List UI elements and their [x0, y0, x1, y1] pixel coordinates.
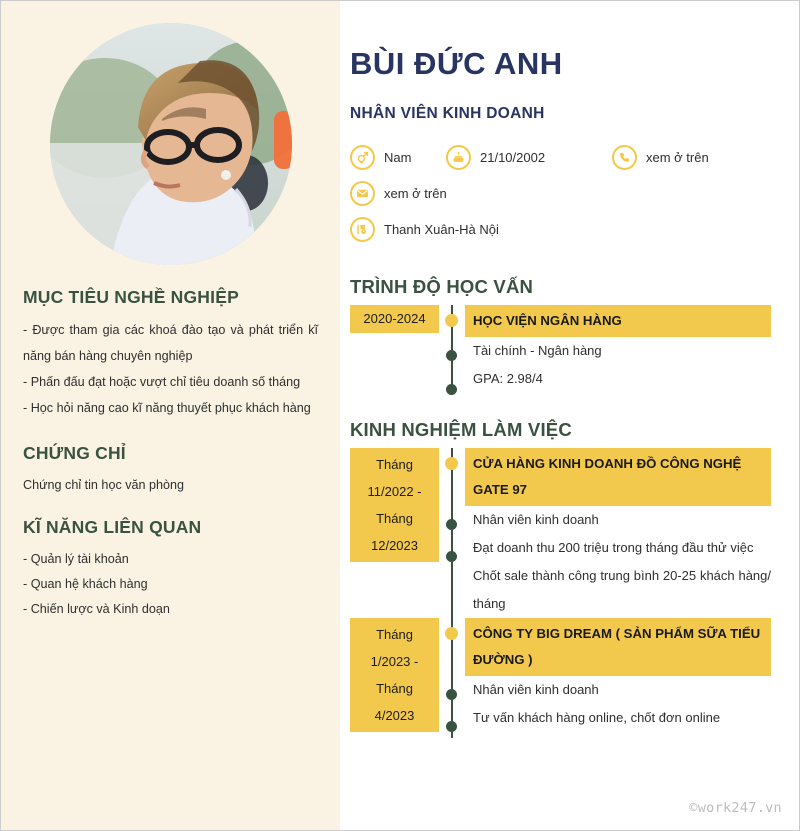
skill-item: - Quản lý tài khoản	[23, 552, 129, 566]
timeline-dot	[446, 689, 457, 700]
contact-value: xem ở trên	[384, 186, 447, 202]
objective-item: - Học hỏi năng cao kĩ năng thuyết phục khách hàng	[23, 401, 311, 415]
section-education	[350, 276, 771, 393]
contact-value: xem ở trên	[646, 150, 709, 166]
timeline-dot	[446, 551, 457, 562]
timeline-axis	[439, 448, 465, 618]
timeline-axis	[439, 618, 465, 732]
phone-icon	[612, 145, 637, 170]
skills-heading: KĨ NĂNG LIÊN QUAN	[23, 517, 202, 537]
skill-item: - Chiến lược và Kinh doạn	[23, 602, 170, 616]
entry-title: CÔNG TY BIG DREAM ( SẢN PHẨM SỮA TIỂU ĐƯỜNG )	[465, 618, 771, 676]
experience-entry	[350, 618, 771, 732]
education-heading: TRÌNH ĐỘ HỌC VẤN	[350, 276, 534, 298]
contact-gender	[350, 145, 446, 170]
entry-detail: Tư vấn khách hàng online, chốt đơn online	[473, 710, 721, 726]
gender-icon	[350, 145, 375, 170]
main-column	[340, 1, 800, 830]
entry-body	[465, 448, 771, 618]
objective-item: - Được tham gia các khoá đào tạo và phát triển kĩ năng bán hàng chuyên nghiệp	[23, 323, 318, 363]
objective-item: - Phấn đấu đạt hoặc vượt chỉ tiêu doanh số tháng	[23, 375, 301, 389]
timeline-dot	[445, 627, 458, 640]
timeline-dot	[446, 350, 457, 361]
entry-detail: Nhân viên kinh doanh	[473, 512, 599, 528]
timeline-dot	[446, 519, 457, 530]
contact-value: Nam	[384, 150, 412, 166]
birthday-cake-icon	[446, 145, 471, 170]
entry-dates-column	[350, 305, 439, 393]
contact-row	[350, 181, 771, 206]
timeline-dot	[445, 457, 458, 470]
job-title: NHÂN VIÊN KINH DOANH	[350, 105, 545, 123]
photo-container	[23, 23, 318, 265]
entry-body	[465, 305, 771, 393]
entry-dates: Tháng 11/2022 - Tháng 12/2023	[350, 448, 439, 562]
entry-title: HỌC VIỆN NGÂN HÀNG	[465, 305, 771, 337]
contact-row	[350, 217, 771, 242]
entry-dates-column	[350, 448, 439, 618]
contact-phone[interactable]	[612, 145, 709, 170]
watermark: ©work247.vn	[689, 800, 782, 816]
contact-row	[350, 145, 771, 170]
objective-heading: MỤC TIÊU NGHỀ NGHIỆP	[23, 287, 239, 307]
certificate-item: Chứng chỉ tin học văn phòng	[23, 478, 185, 492]
entry-dates-column	[350, 618, 439, 732]
envelope-icon	[350, 181, 375, 206]
certificate-heading: CHỨNG CHỈ	[23, 443, 126, 463]
experience-heading: KINH NGHIỆM LÀM VIỆC	[350, 419, 572, 441]
section-skills	[23, 517, 318, 622]
entry-dates: 2020-2024	[350, 305, 439, 333]
timeline-axis	[439, 305, 465, 393]
timeline-dot	[446, 384, 457, 395]
location-icon	[350, 217, 375, 242]
avatar	[50, 23, 292, 265]
section-certificate	[23, 443, 318, 497]
entry-detail: GPA: 2.98/4	[473, 371, 543, 387]
entry-detail: Tài chính - Ngân hàng	[473, 343, 602, 359]
page-title: BÙI ĐỨC ANH	[350, 46, 563, 81]
sidebar	[1, 1, 340, 830]
experience-entry	[350, 448, 771, 618]
section-experience	[350, 419, 771, 732]
entry-body	[465, 618, 771, 732]
contact-value: Thanh Xuân-Hà Nội	[384, 222, 499, 238]
entry-detail: Chốt sale thành công trung bình 20-25 khách hàng/ tháng	[473, 568, 771, 612]
entry-title: CỬA HÀNG KINH DOANH ĐỒ CÔNG NGHỆ GATE 97	[465, 448, 771, 506]
entry-detail: Đạt doanh thu 200 triệu trong tháng đầu thử việc	[473, 540, 754, 556]
timeline-dot	[445, 314, 458, 327]
timeline-line	[451, 448, 453, 618]
entry-detail: Nhân viên kinh doanh	[473, 682, 599, 698]
education-entry	[350, 305, 771, 393]
contact-list	[350, 145, 771, 242]
contact-value: 21/10/2002	[480, 150, 546, 166]
entry-dates: Tháng 1/2023 - Tháng 4/2023	[350, 618, 439, 732]
skill-item: - Quan hệ khách hàng	[23, 577, 148, 591]
contact-dob	[446, 145, 612, 170]
section-objective	[23, 287, 318, 421]
timeline-dot	[446, 721, 457, 732]
contact-location	[350, 217, 499, 242]
contact-email[interactable]	[350, 181, 447, 206]
